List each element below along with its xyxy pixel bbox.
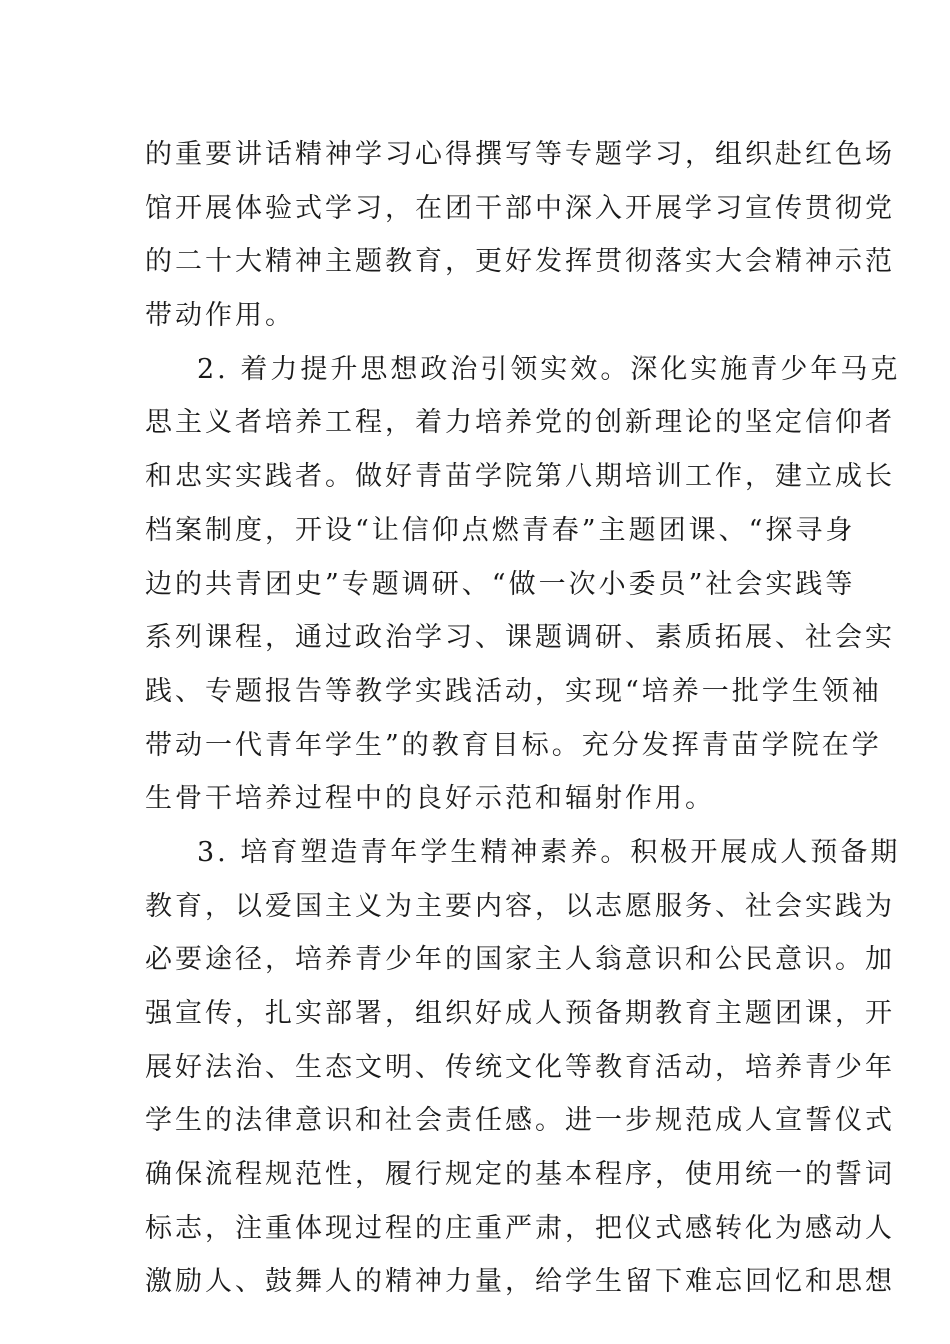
text-line: 档案制度，开设“让信仰点燃青春”主题团课、“探寻身: [145, 514, 856, 546]
text-line: 带动一代青年学生”的教育目标。充分发挥青苗学院在学: [145, 729, 882, 761]
text-line: 3. 培育塑造青年学生精神素养。积极开展成人预备期: [197, 836, 901, 868]
text-line: 2. 着力提升思想政治引领实效。深化实施青少年马克: [197, 353, 901, 385]
text-line: 带动作用。: [145, 300, 295, 332]
text-line: 边的共青团史”专题调研、“做一次小委员”社会实践等: [145, 568, 856, 600]
text-line: 强宣传，扎实部署，组织好成人预备期教育主题团课，开: [145, 998, 895, 1029]
text-line: 确保流程规范性，履行规定的基本程序，使用统一的誓词: [145, 1159, 895, 1191]
text-line: 的二十大精神主题教育，更好发挥贯彻落实大会精神示范: [145, 246, 895, 278]
text-line: 思主义者培养工程，着力培养党的创新理论的坚定信仰者: [145, 407, 895, 439]
body-text: [145, 128, 901, 1309]
text-line: 学生的法律意识和社会责任感。进一步规范成人宣誓仪式: [145, 1105, 895, 1137]
text-line: 标志，注重体现过程的庄重严肃，把仪式感转化为感动人: [145, 1212, 895, 1244]
text-line: 馆开展体验式学习，在团干部中深入开展学习宣传贯彻党: [145, 192, 895, 224]
text-line: 激励人、鼓舞人的精神力量，给学生留下难忘回忆和思想: [145, 1266, 895, 1298]
text-line: 教育，以爱国主义为主要内容，以志愿服务、社会实践为: [145, 890, 895, 922]
text-line: 必要途径，培养青少年的国家主人翁意识和公民意识。加: [145, 944, 895, 976]
text-line: 践、专题报告等教学实践活动，实现“培养一批学生领袖: [145, 675, 882, 707]
text-line: 生骨干培养过程中的良好示范和辐射作用。: [145, 783, 715, 815]
text-line: 系列课程，通过政治学习、课题调研、素质拓展、社会实: [145, 622, 895, 654]
text-line: 和忠实实践者。做好青苗学院第八期培训工作，建立成长: [145, 461, 895, 493]
text-line: 的重要讲话精神学习心得撰写等专题学习，组织赴红色场: [145, 139, 895, 170]
text-line: 展好法治、生态文明、传统文化等教育活动，培养青少年: [145, 1051, 895, 1083]
